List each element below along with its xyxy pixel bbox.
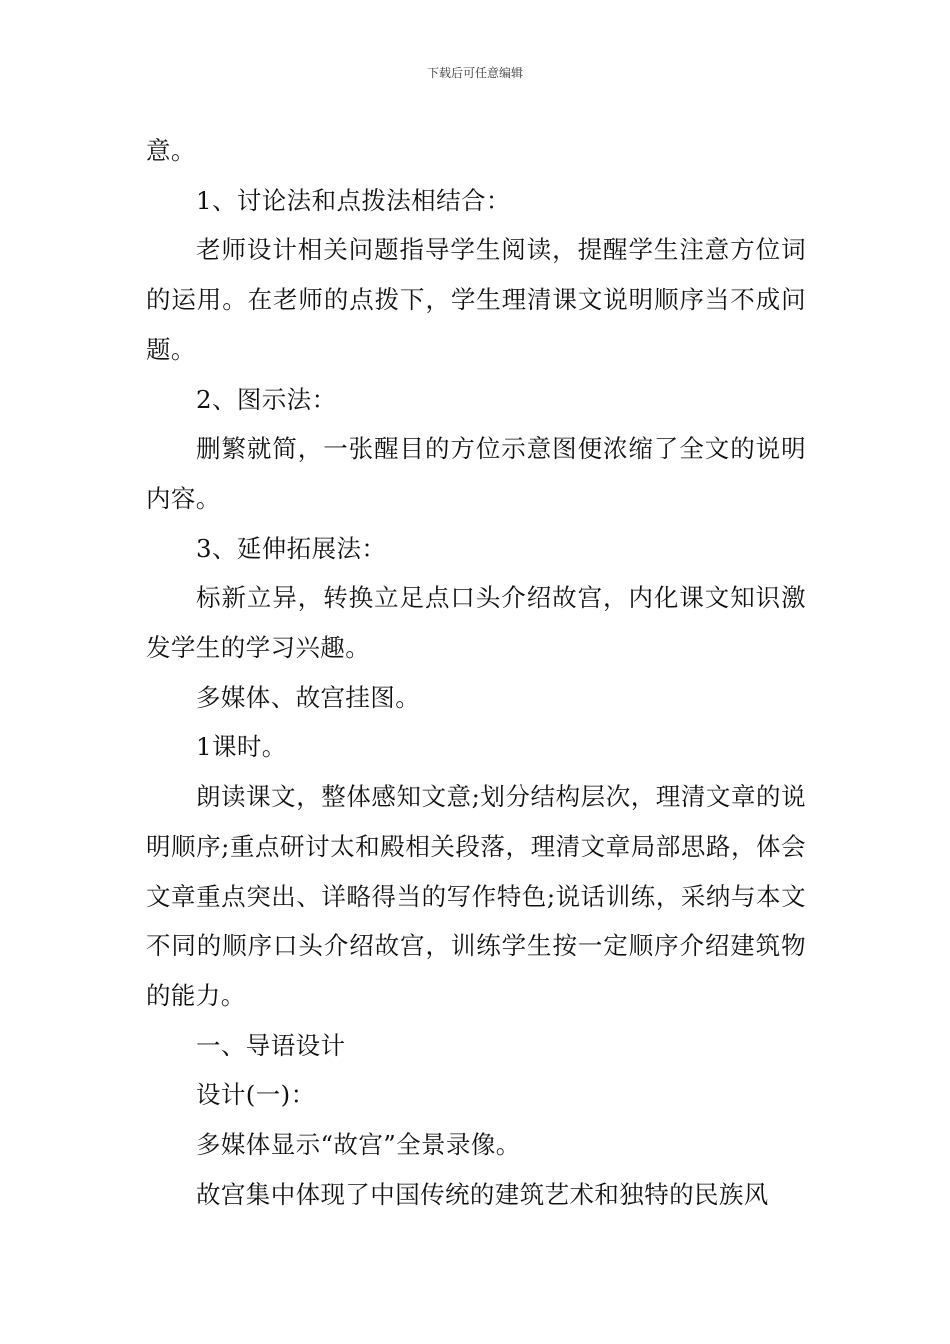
paragraph: 多媒体显示“故宫”全景录像。 bbox=[196, 1130, 521, 1160]
sub-heading: 设计(一)： bbox=[196, 1080, 316, 1110]
paragraph: 标新立异，转换立足点口头介绍故宫，内化课文知识激发学生的学习兴趣。 bbox=[146, 583, 806, 663]
page-header: 下载后可任意编辑 bbox=[426, 66, 523, 80]
paragraph: 朗读课文，整体感知文意;划分结构层次，理清文章的说明顺序;重点研讨太和殿相关段落，理清文章局部思路，体会文章重点突出、详略得当的写作特色;说话训练，采纳与本文不同的顺序口头介绍故宫，训练学生按一定顺序介绍建筑物的能力。 bbox=[146, 782, 806, 1010]
paragraph: 多媒体、故宫挂图。 bbox=[196, 682, 421, 712]
method-heading-2: 2、图示法： bbox=[196, 384, 337, 414]
paragraph-continuation: 意。 bbox=[146, 136, 196, 165]
method-heading-3: 3、延伸拓展法： bbox=[196, 533, 387, 563]
document-body bbox=[146, 126, 806, 1219]
section-heading: 一、导语设计 bbox=[196, 1030, 346, 1060]
paragraph: 故宫集中体现了中国传统的建筑艺术和独特的民族风 bbox=[196, 1179, 769, 1209]
paragraph: 老师设计相关问题指导学生阅读，提醒学生注意方位词的运用。在老师的点拨下，学生理清课文说明顺序当不成问题。 bbox=[146, 235, 806, 364]
paragraph: 删繁就简，一张醒目的方位示意图便浓缩了全文的说明内容。 bbox=[146, 434, 806, 513]
method-heading-1: 1、讨论法和点拨法相结合： bbox=[196, 185, 511, 215]
paragraph: 1课时。 bbox=[196, 732, 287, 762]
